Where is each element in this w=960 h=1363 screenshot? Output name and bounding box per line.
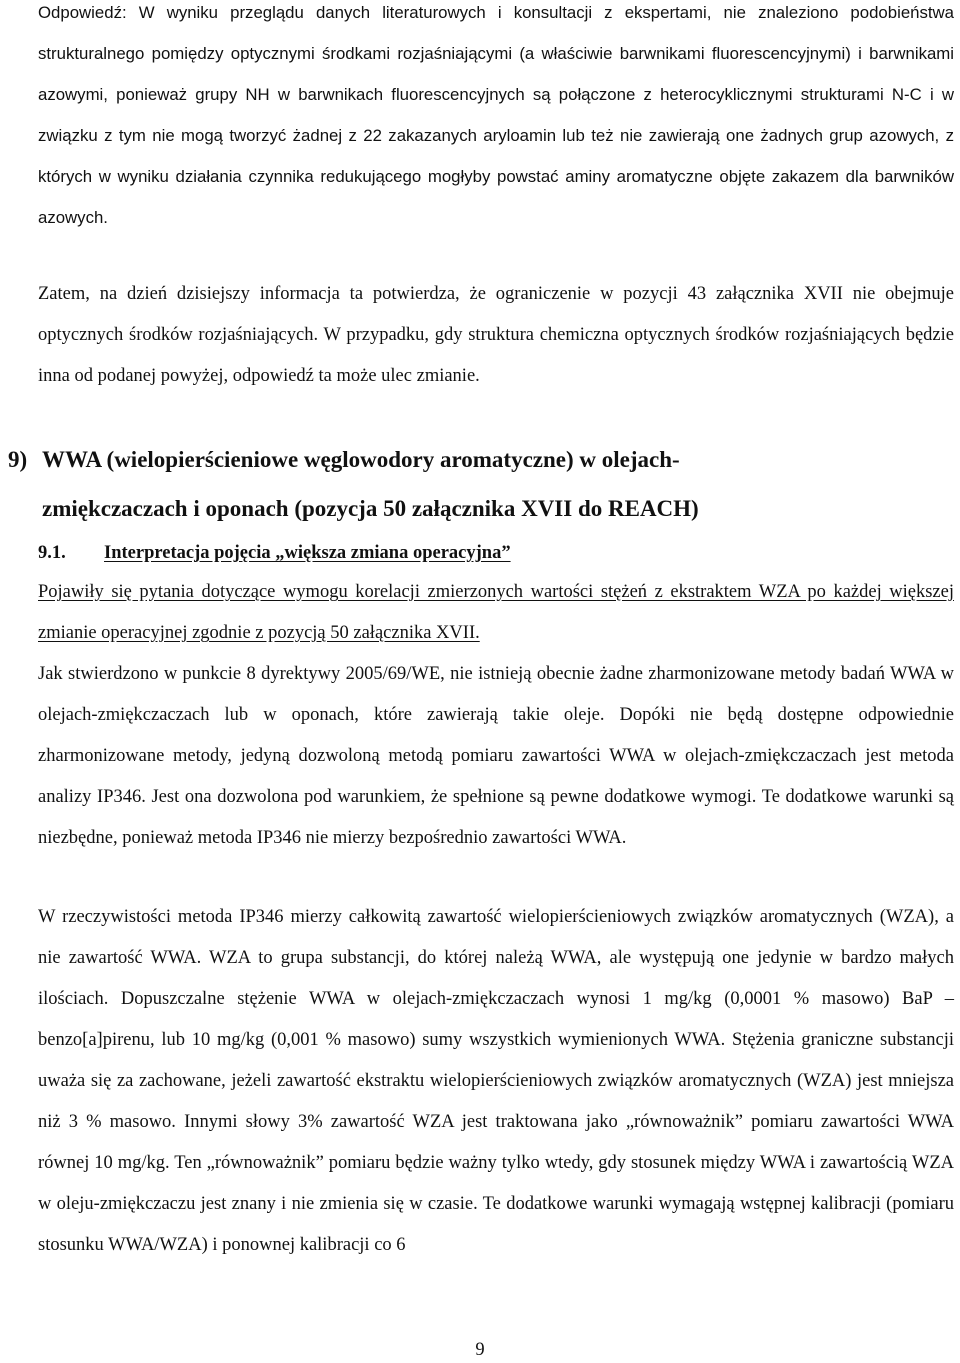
answer-paragraph: Odpowiedź: W wyniku przeglądu danych literaturowych i konsultacji z ekspertami, nie znaleziono podobieństwa strukturalnego pomiędzy optycznymi środkami rozjaśniającymi (a właściwie barwnikami fluorescencyjnymi) i barwnikami azowymi, ponieważ grupy NH w barwnikach fluorescencyjnych są połączone z heterocyklicznymi strukturami N-C i w związku z tym nie mogą tworzyć żadnej z 22 zakazanych aryloamin lub też nie zawierają one żadnych grup azowych, z których w wyniku działania czynnika redukującego mogłyby powstać aminy aromatyczne objęte zakazem dla barwników azowych. <box>38 3 954 227</box>
page-number: 9 <box>475 1340 485 1360</box>
section-9-1-number: 9.1. <box>38 543 66 563</box>
section-9-1-heading <box>38 541 511 565</box>
section-9-title-line1: WWA (wielopierścieniowe węglowodory aromatyczne) w olejach- <box>42 447 680 472</box>
question-paragraph: Pojawiły się pytania dotyczące wymogu korelacji zmierzonych wartości stężeń z ekstraktem WZA po każdej większej zmianie operacyjnej zgodnie z pozycją 50 załącznika XVII. <box>38 582 954 643</box>
rzeczywistosci-paragraph: W rzeczywistości metoda IP346 mierzy całkowitą zawartość wielopierścieniowych związków aromatycznych (WZA), a nie zawartość WWA. WZA to grupa substancji, do której należą WWA, ale występują one jedynie w bardzo małych ilościach. Dopuszczalne stężenie WWA w olejach-zmiękczaczach wynosi 1 mg/kg (0,0001 % masowo) BaP – benzo[a]pirenu, lub 10 mg/kg (0,001 % masowo) sumy wszystkich wymienionych WWA. Stężenia graniczne substancji uważa się za zachowane, jeżeli zawartość ekstraktu wielopierścieniowych związków aromatycznych (WZA) jest mniejsza niż 3 % masowo. Innymi słowy 3% zawartość WZA jest traktowana jako „równoważnik” pomiaru zawartości WWA równej 10 mg/kg. Ten „równoważnik” pomiaru będzie ważny tylko wtedy, gdy stosunek między WWA i zawartością WZA w oleju-zmiękczaczu jest znany i nie zmienia się w czasie. Te dodatkowe warunki wymagają wstępnej kalibracji (pomiaru stosunku WWA/WZA) i ponownej kalibracji co 6 <box>38 907 954 1255</box>
section-9-title-line2: zmiękczaczach i oponach (pozycja 50 załącznika XVII do REACH) <box>42 496 699 521</box>
section-9-1-title: Interpretacja pojęcia „większa zmiana operacyjna” <box>104 543 511 563</box>
section-9-number: 9) <box>8 447 28 472</box>
jak-paragraph: Jak stwierdzono w punkcie 8 dyrektywy 2005/69/WE, nie istnieją obecnie żadne zharmonizowane metody badań WWA w olejach-zmiękczaczach lub w oponach, które zawierają takie oleje. Dopóki nie będą dostępne odpowiednie zharmonizowane metody, jedyną dozwoloną metodą pomiaru zawartości WWA w olejach-zmiękczaczach jest metoda analizy IP346. Jest ona dozwolona pod warunkiem, że spełnione są pewne dodatkowe wymogi. Te dodatkowe warunki są niezbędne, ponieważ metoda IP346 nie mierzy bezpośrednio zawartości WWA. <box>38 664 954 848</box>
section-9-heading <box>8 441 948 528</box>
zatem-paragraph: Zatem, na dzień dzisiejszy informacja ta potwierdza, że ograniczenie w pozycji 43 załącznika XVII nie obejmuje optycznych środków rozjaśniających. W przypadku, gdy struktura chemiczna optycznych środków rozjaśniających będzie inna od podanej powyżej, odpowiedź ta może ulec zmianie. <box>38 284 954 386</box>
